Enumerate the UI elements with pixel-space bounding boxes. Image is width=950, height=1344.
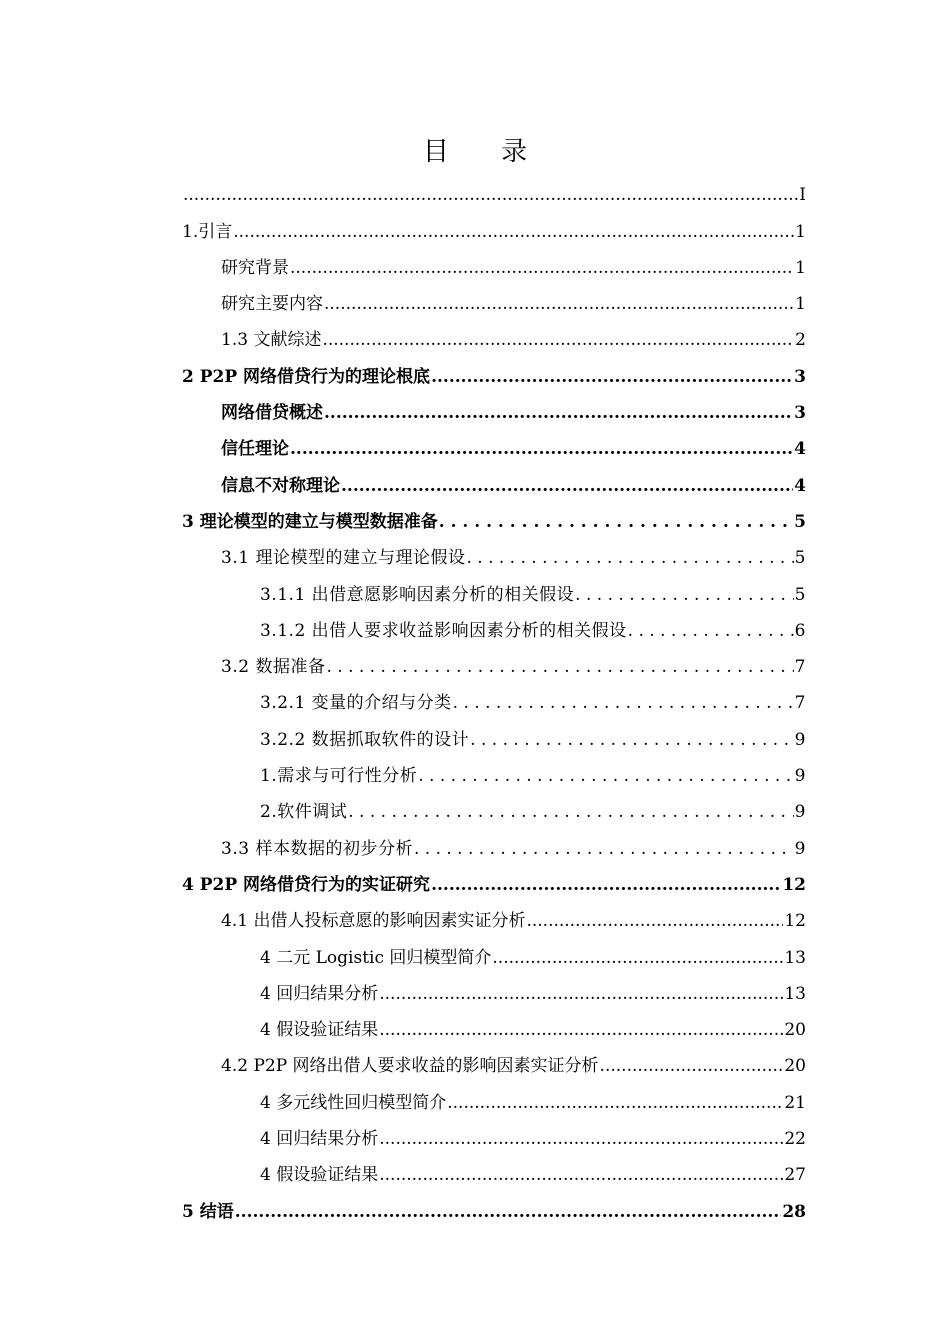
page-number: 1 [795, 221, 806, 242]
page-number: 28 [782, 1201, 806, 1222]
toc-entry[interactable]: 4.2 P2P 网络出借人要求收益的影响因素实证分析 ..... 20 [182, 1041, 806, 1077]
toc-entry[interactable]: 3.1.2 出借人要求收益影响因素分析的相关假设 . . . 6 [182, 606, 806, 642]
dot-leader [453, 692, 794, 714]
toc-entry[interactable]: 4 二元 Logistic 回归模型简介 ..... 13 [182, 932, 806, 968]
toc-entry[interactable]: 4 回归结果分析 ..... 13 [182, 969, 806, 1005]
page-number: 9 [794, 838, 806, 859]
toc-entry[interactable]: 4.1 出借人投标意愿的影响因素实证分析 ..... 12 [182, 896, 806, 932]
page-number: 9 [794, 802, 806, 823]
dot-leader [326, 656, 793, 678]
page-number: 13 [784, 947, 806, 968]
page-number: 7 [794, 657, 806, 678]
toc-entry[interactable]: 2 P2P 网络借贷行为的理论根底 ..... 3 [182, 351, 806, 387]
page-number: 3 [794, 366, 806, 387]
toc-entry[interactable]: 4 P2P 网络借贷行为的实证研究 ..... 12 [182, 860, 806, 896]
page-number: 3 [794, 403, 806, 424]
page-number: 1 [795, 257, 806, 278]
dot-leader [324, 402, 793, 424]
page-number: I [799, 185, 806, 206]
page-number: 27 [784, 1165, 806, 1186]
dot-leader [418, 765, 793, 787]
toc-entry[interactable]: 1.引言 ..... 1 [182, 206, 806, 242]
page-number: 5 [794, 584, 806, 605]
dot-leader [431, 366, 793, 388]
table-of-contents [182, 170, 806, 1223]
page-number: 1 [795, 294, 806, 315]
page-number: 13 [784, 983, 806, 1004]
toc-entry[interactable]: 4 回归结果分析 ..... 22 [182, 1114, 806, 1150]
dot-leader [290, 438, 793, 460]
page-number: 21 [784, 1092, 806, 1113]
page-number: 4 [794, 439, 806, 460]
toc-entry[interactable]: 网络借贷概述 ..... 3 [182, 388, 806, 424]
toc-entry[interactable]: 1.3 文献综述 ..... 2 [182, 315, 806, 351]
dot-leader [379, 1019, 783, 1041]
dot-leader [492, 947, 783, 969]
toc-entry[interactable]: 4 多元线性回归模型简介 ..... 21 [182, 1077, 806, 1113]
dot-leader [466, 547, 793, 569]
page-number: 5 [794, 511, 806, 532]
page-number: 20 [784, 1020, 806, 1041]
page-number: 4 [794, 475, 806, 496]
toc-title: 目 录 [422, 137, 550, 167]
dot-leader [379, 1164, 783, 1186]
dot-leader [290, 257, 794, 279]
toc-entry[interactable]: 3.1.1 出借意愿影响因素分析的相关假设 . . . 5 [182, 569, 806, 605]
toc-entry[interactable]: 3.2.2 数据抓取软件的设计 . . . 9 [182, 714, 806, 750]
page-number: 12 [782, 874, 806, 895]
toc-entry[interactable]: 3.3 样本数据的初步分析 . . . 9 [182, 823, 806, 859]
dot-leader [341, 475, 793, 497]
toc-entry[interactable]: 2.软件调试 . . . 9 [182, 787, 806, 823]
dot-leader [447, 1092, 783, 1114]
dot-leader [322, 329, 794, 351]
dot-leader [348, 801, 793, 823]
page-number: 7 [794, 693, 806, 714]
dot-leader [431, 874, 781, 896]
page-number: 9 [794, 766, 806, 787]
toc-entry[interactable]: 3.2.1 变量的介绍与分类 . . . 7 [182, 678, 806, 714]
dot-leader [575, 584, 794, 606]
dot-leader [526, 910, 783, 932]
dot-leader [324, 293, 794, 315]
page-number: 5 [794, 548, 806, 569]
page-number: 9 [794, 729, 806, 750]
page-number: 22 [784, 1129, 806, 1150]
toc-entry[interactable]: 信息不对称理论 ..... 4 [182, 460, 806, 496]
toc-entry[interactable] [182, 170, 806, 206]
toc-entry[interactable]: 4 假设验证结果 ..... 20 [182, 1005, 806, 1041]
page-number: 12 [784, 911, 806, 932]
dot-leader [414, 838, 794, 860]
page-number: 6 [794, 620, 806, 641]
toc-entry[interactable]: 3 理论模型的建立与模型数据准备 . . . 5 [182, 497, 806, 533]
toc-entry[interactable]: 4 假设验证结果 ..... 27 [182, 1150, 806, 1186]
dot-leader [470, 729, 794, 751]
dot-leader [439, 511, 793, 533]
toc-entry[interactable]: 信任理论 ..... 4 [182, 424, 806, 460]
toc-entry[interactable]: 1.需求与可行性分析 . . . 9 [182, 751, 806, 787]
toc-entry[interactable]: 5 结语 ..... 28 [182, 1186, 806, 1222]
dot-leader [379, 983, 783, 1005]
page-number: 2 [795, 330, 806, 351]
dot-leader [600, 1055, 784, 1077]
dot-leader [628, 620, 794, 642]
toc-entry[interactable]: 3.1 理论模型的建立与理论假设 . . . 5 [182, 533, 806, 569]
dot-leader [235, 1201, 782, 1223]
toc-entry[interactable]: 研究主要内容 ..... 1 [182, 279, 806, 315]
dot-leader [379, 1128, 783, 1150]
dot-leader [233, 221, 794, 243]
page-number: 20 [784, 1056, 806, 1077]
toc-entry[interactable]: 3.2 数据准备 . . . 7 [182, 642, 806, 678]
dot-leader [183, 184, 798, 206]
toc-entry[interactable]: 研究背景 ..... 1 [182, 243, 806, 279]
